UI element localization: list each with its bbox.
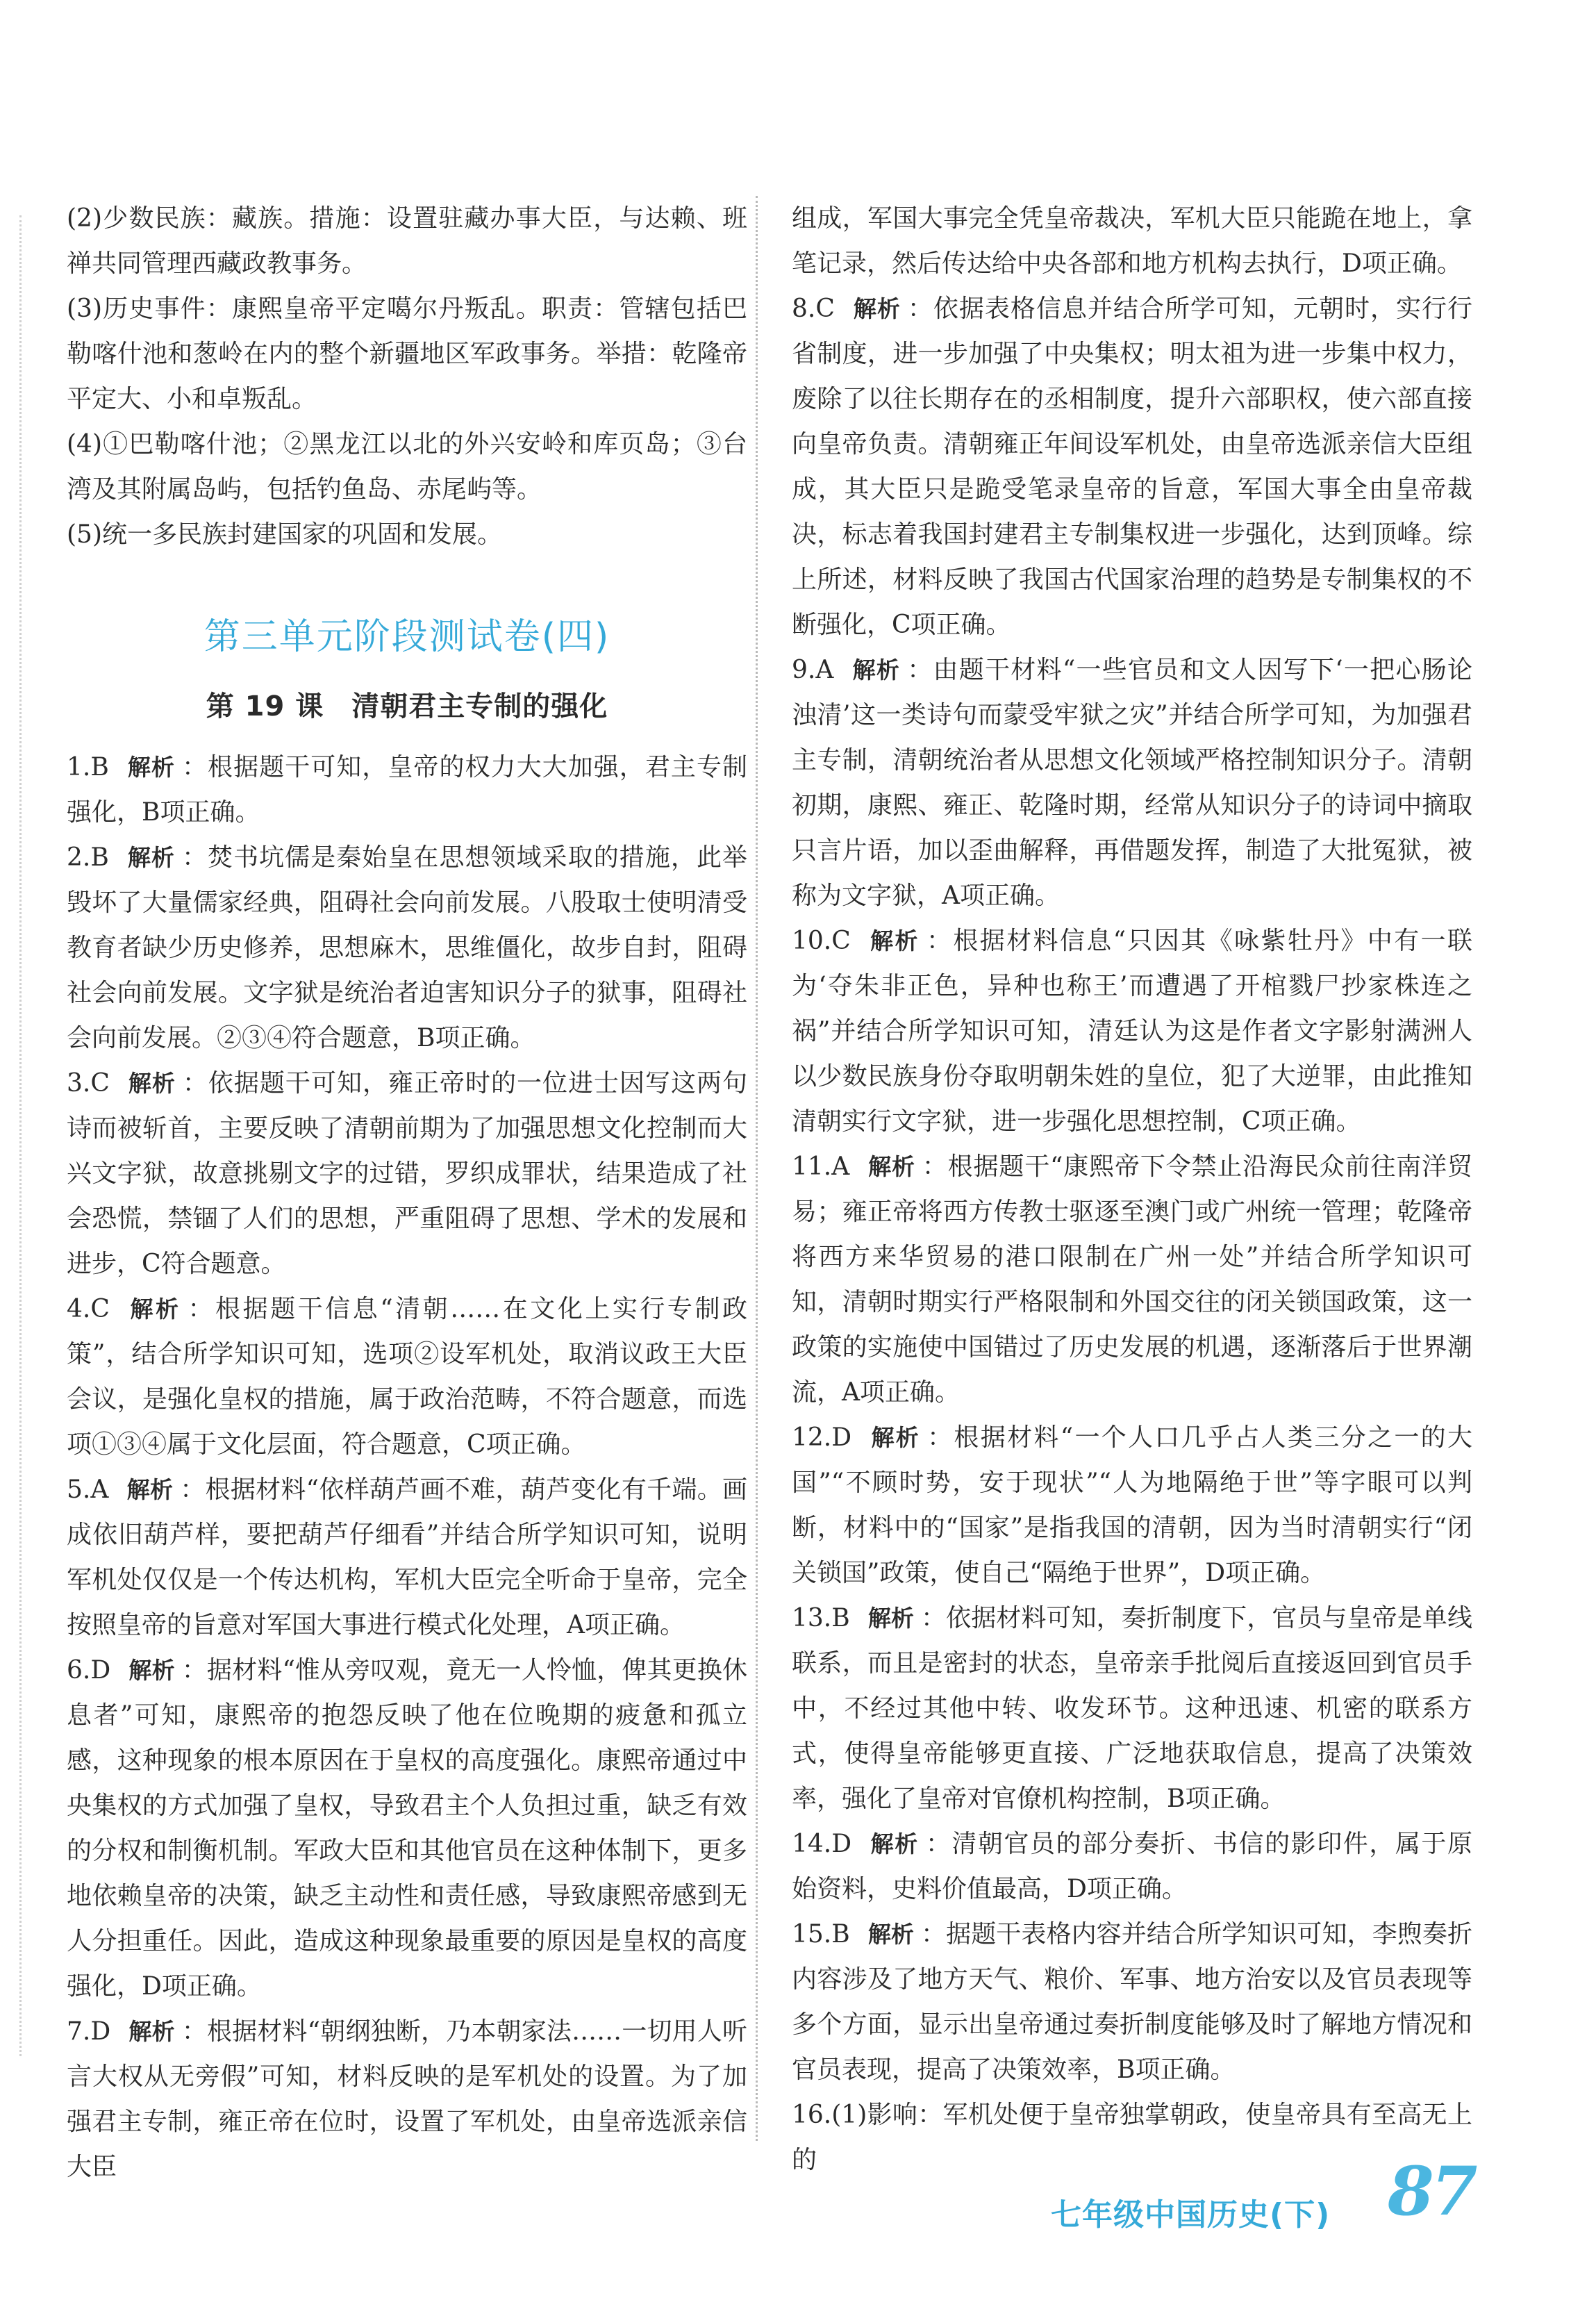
margin-dots — [19, 215, 22, 2056]
analysis-text: ：根据材料“朝纲独断，乃本朝家法……一切用人听言大权从无旁假”可知，材料反映的是军机处的设置。为了加强君主专制，雍正帝在位时，设置了军机处，由皇帝选派亲信大臣 — [67, 2017, 747, 2181]
answer-part-2: (2)少数民族：藏族。措施：设置驻藏办事大臣，与达赖、班禅共同管理西藏政教事务。 — [67, 204, 747, 278]
question-item — [67, 835, 747, 1061]
analysis-label: 解析 — [870, 1424, 921, 1451]
column-divider — [756, 196, 758, 2141]
question-number: 2.B — [67, 843, 109, 872]
question-item — [792, 1912, 1472, 2092]
question-item — [792, 1415, 1472, 1596]
question-item — [67, 745, 747, 835]
question-item — [67, 1648, 747, 2009]
question-number: 14.D — [792, 1830, 852, 1858]
analysis-label: 解析 — [128, 2018, 175, 2045]
question-number: 10.C — [792, 927, 851, 955]
question-number: 13.B — [792, 1604, 850, 1632]
analysis-label: 解析 — [126, 1476, 174, 1503]
analysis-text: ：依据题干可知，雍正帝时的一位进士因写这两句诗而被斩首，主要反映了清朝前期为了加强思想文化控制而大兴文字狱，故意挑剔文字的过错，罗织成罪状，结果造成了社会恐慌，禁锢了人们的思想，严重阻碍了思想、学术的发展和进步，C符合题意。 — [67, 1069, 747, 1278]
analysis-text: ：根据材料信息“只因其《咏紫牡丹》中有一联为‘夺朱非正色，异种也称王’而遭遇了开棺戮尸抄家株连之祸”并结合所学知识可知，清廷认为这是作者文字影射满洲人以少数民族身份夺取明朝朱姓的皇位，犯了大逆罪，由此推知清朝实行文字狱，进一步强化思想控制，C项正确。 — [792, 927, 1473, 1136]
page-number: 87 — [1388, 2152, 1475, 2231]
question-item — [67, 1467, 747, 1648]
question-item — [792, 1596, 1472, 1821]
footer-book-label: 七年级中国历史(下) — [1051, 2197, 1331, 2233]
analysis-label: 解析 — [851, 656, 901, 684]
question-number: 6.D — [67, 1656, 111, 1685]
question-item — [792, 647, 1472, 918]
analysis-label: 解析 — [127, 1070, 176, 1097]
lesson-title — [67, 684, 747, 724]
analysis-text: ：依据表格信息并结合所学可知，元朝时，实行行省制度，进一步加强了中央集权；明太祖为进一步集中权力，废除了以往长期存在的丞相制度，提升六部职权，使六部直接向皇帝负责。清朝雍正年间设军机处，由皇帝选派亲信大臣组成，其大臣只是跪受笔录皇帝的旨意，军国大事全由皇帝裁决，标志着我国封建君主专制集权进一步强化，达到顶峰。综上所述，材料反映了我国古代国家治理的趋势是专制集权的不断强化，C项正确。 — [792, 295, 1472, 639]
question-item — [67, 2009, 747, 2190]
question-number: 12.D — [792, 1423, 852, 1452]
left-column — [67, 196, 747, 2190]
answer-part-5: (5)统一多民族封建国家的巩固和发展。 — [67, 520, 502, 549]
analysis-label: 解析 — [867, 1921, 915, 1948]
analysis-text: ：据题干表格内容并结合所学知识可知，李煦奏折内容涉及了地方天气、粮价、军事、地方治安以及官员表现等多个方面，显示出皇帝通过奏折制度能够及时了解地方情况和官员表现，提高了决策效率，B项正确。 — [792, 1920, 1472, 2084]
question-item — [792, 918, 1472, 1144]
analysis-label: 解析 — [126, 844, 175, 871]
question-number: 9.A — [792, 656, 834, 684]
question-number: 5.A — [67, 1475, 109, 1504]
right-column — [792, 196, 1472, 2183]
analysis-text: ：根据材料“一个人口几乎占人类三分之一的大国”“不顾时势，安于现状”“人为地隔绝于世”等字眼可以判断，材料中的“国家”是指我国的清朝，因为当时清朝实行“闭关锁国”政策，使自己“隔绝于世界”，D项正确。 — [792, 1423, 1473, 1587]
answer-part-3: (3)历史事件：康熙皇帝平定噶尔丹叛乱。职责：管辖包括巴勒喀什池和葱岭在内的整个新疆地区军政事务。举措：乾隆帝平定大、小和卓叛乱。 — [67, 295, 747, 413]
analysis-label: 解析 — [126, 754, 175, 781]
question-number: 4.C — [67, 1295, 110, 1323]
analysis-label: 解析 — [870, 1830, 919, 1858]
question-item — [792, 286, 1472, 647]
analysis-text: ：根据题干“康熙帝下令禁止沿海民众前往南洋贸易；雍正帝将西方传教士驱逐至澳门或广州统一管理；乾隆帝将西方来华贸易的港口限制在广州一处”并结合所学知识可知，清朝时期实行严格限制和外国交往的闭关锁国政策，这一政策的实施使中国错过了历史发展的机遇，逐渐落后于世界潮流，A项正确。 — [792, 1152, 1473, 1407]
continuation-text: 组成，军国大事完全凭皇帝裁决，军机大臣只能跪在地上，拿笔记录，然后传达给中央各部和地方机构去执行，D项正确。 — [792, 204, 1472, 278]
analysis-text: ：焚书坑儒是秦始皇在思想领域采取的措施，此举毁坏了大量儒家经典，阻碍社会向前发展。八股取士使明清受教育者缺少历史修养，思想麻木，思维僵化，故步自封，阻碍社会向前发展。文字狱是统治者迫害知识分子的狱事，阻碍社会向前发展。②③④符合题意，B项正确。 — [67, 843, 747, 1052]
analysis-text: ：根据材料“依样葫芦画不难，葫芦变化有千端。画成依旧葫芦样，要把葫芦仔细看”并结合所学知识可知，说明军机处仅仅是一个传达机构，军机大臣完全听命于皇帝，完全按照皇帝的旨意对军国大事进行模式化处理，A项正确。 — [67, 1475, 748, 1639]
question-item — [792, 1144, 1472, 1415]
analysis-label: 解析 — [867, 1153, 915, 1180]
lesson-number: 第 19 课 — [206, 690, 324, 722]
analysis-label: 解析 — [867, 1605, 915, 1632]
analysis-text: ：据材料“惟从旁叹观，竟无一人怜恤，俾其更换休息者”可知，康熙帝的抱怨反映了他在位晚期的疲惫和孤立感，这种现象的根本原因在于皇权的高度强化。康熙帝通过中央集权的方式加强了皇权，导致君主个人负担过重，缺乏有效的分权和制衡机制。军政大臣和其他官员在这种体制下，更多地依赖皇帝的决策，缺乏主动性和责任感，导致康熙帝感到无人分担重任。因此，造成这种现象最重要的原因是皇权的高度强化，D项正确。 — [67, 1656, 748, 2001]
analysis-text: ：根据题干信息“清朝……在文化上实行专制政策”，结合所学知识可知，选项②设军机处，取消议政王大臣会议，是强化皇权的措施，属于政治范畴，不符合题意，而选项①③④属于文化层面，符合题意，C项正确。 — [67, 1295, 747, 1459]
lesson-name: 清朝君主专制的强化 — [351, 690, 608, 722]
analysis-label: 解析 — [868, 927, 920, 954]
analysis-text: ：由题干材料“一些官员和文人因写下‘一把心肠论浊清’这一类诗句而蒙受牢狱之灾”并结合所学可知，为加强君主专制，清朝统治者从思想文化领域严格控制知识分子。清朝初期，康熙、雍正、乾隆时期，经常从知识分子的诗词中摘取只言片语，加以歪曲解释，再借题发挥，制造了大批冤狱，被称为文字狱，A项正确。 — [792, 656, 1473, 910]
analysis-text: (1)影响：军机处便于皇帝独掌朝政，使皇帝具有至高无上的 — [792, 2101, 1472, 2174]
question-number: 11.A — [792, 1152, 850, 1181]
analysis-label: 解析 — [852, 295, 901, 322]
analysis-text: ：根据题干可知，皇帝的权力大大加强，君主专制强化，B项正确。 — [67, 753, 747, 827]
analysis-label: 解析 — [128, 1657, 175, 1684]
question-number: 1.B — [67, 753, 109, 781]
unit-title: 第三单元阶段测试卷(四) — [203, 616, 610, 658]
analysis-text: ：清朝官员的部分奏折、书信的影印件，属于原始资料，史料价值最高，D项正确。 — [792, 1830, 1472, 1903]
question-number: 7.D — [67, 2017, 111, 2046]
question-number: 3.C — [67, 1069, 110, 1098]
question-item — [67, 1286, 747, 1467]
question-item — [792, 1821, 1472, 1912]
question-number: 16. — [792, 2101, 832, 2129]
answer-part-4: (4)①巴勒喀什池；②黑龙江以北的外兴安岭和库页岛；③台湾及其附属岛屿，包括钓鱼岛、赤尾屿等。 — [67, 430, 747, 504]
analysis-text: ：依据材料可知，奏折制度下，官员与皇帝是单线联系，而且是密封的状态，皇帝亲手批阅后直接返回到官员手中，不经过其他中转、收发环节。这种迅速、机密的联系方式，使得皇帝能够更直接、广泛地获取信息，提高了决策效率，强化了皇帝对官僚机构控制，B项正确。 — [792, 1604, 1472, 1813]
analysis-label: 解析 — [127, 1296, 181, 1323]
question-number: 15.B — [792, 1920, 850, 1949]
question-item — [792, 2092, 1472, 2183]
question-number: 8.C — [792, 295, 835, 323]
question-item — [67, 1061, 747, 1286]
